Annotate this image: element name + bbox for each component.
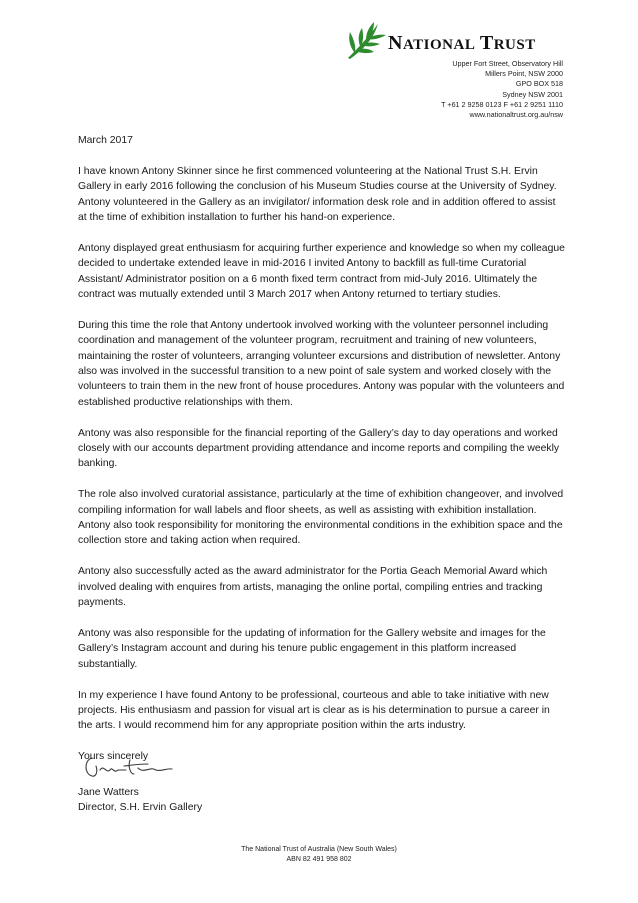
phone-fax-line: T +61 2 9258 0123 F +61 2 9251 1110 [441, 99, 563, 109]
logo-word-trust: RUST [493, 37, 536, 53]
signer-name: Jane Watters [78, 787, 139, 798]
signer-title: Director, S.H. Ervin Gallery [78, 802, 203, 814]
paragraph: The role also involved curatorial assistance, particularly at the time of exhibition changeover, and involved compiling information for wall labels and floor sheets, as well as assisting with exhibition installation. Antony also took responsibility for monitoring the environmental conditions in the exhibition space and the collection store and taking action when required. [78, 489, 564, 547]
address-line: Millers Point, NSW 2000 [485, 69, 563, 79]
signature-icon [78, 752, 178, 780]
letter-date: March 2017 [78, 135, 133, 146]
footer-abn: ABN 82 491 958 802 [286, 856, 352, 863]
paragraph: Antony was also responsible for the updating of information for the Gallery website and images for the Gallery’s Instagram account and during his tenure public engagement in this platform increased substantially. [78, 627, 546, 670]
national-trust-logo [344, 18, 566, 62]
address-line: Sydney NSW 2001 [502, 89, 563, 99]
website-line: www.nationaltrust.org.au/nsw [469, 110, 563, 120]
address-line: GPO BOX 518 [515, 79, 563, 89]
footer-organisation: The National Trust of Australia (New South Wales) [241, 846, 397, 853]
signoff-block [78, 785, 202, 816]
logo-initial-t: T [479, 32, 494, 54]
paragraph: Antony displayed great enthusiasm for acquiring further experience and knowledge so when my colleague decided to undertake extended leave in mid-2016 I invited Antony to backfill as full-time Curatorial Assistant/ Administrator position on a 6 month fixed term contract from mid-July 2016. Ultimately the contract was mutually extended until 3 March 2017 when Antony returned to tertiary studies. [78, 242, 565, 301]
logo-wordmark [388, 32, 536, 55]
logo-initial-n: N [388, 32, 403, 54]
paragraph: I have known Antony Skinner since he first commenced volunteering at the National Trust S.H. Ervin Gallery in early 2016 following the conclusion of his Museum Studies course at the University of Sydney. Antony volunteered in the Gallery as an invigilator/ information desk role and in addition offered to assist at the time of exhibition installation to further his hand-on experience. [78, 165, 557, 224]
letter-body [78, 133, 566, 780]
leaf-logo-icon [344, 18, 388, 62]
paragraph: During this time the role that Antony undertook involved working with the volunteer personnel including coordination and management of the volunteer program, recruitment and training of new volunteers, maintaining the roster of volunteers, arranging volunteer excursions and distribution of newsletter. Antony also was involved in the successful transition to a new point of sale system and worked closely with the volunteers to train them in the new front of house procedures. Antony was popular with the volunteers and established productive relationships with them. [78, 319, 565, 408]
paragraph: In my experience I have found Antony to be professional, courteous and able to take initiative with new projects. His enthusiasm and passion for visual art is clear as is his determination to pursue a career in the arts. I would recommend him for any appropriate position within the arts industry. [78, 689, 550, 732]
address-line: Upper Fort Street, Observatory Hill [452, 59, 563, 68]
logo-word-national: ATIONAL [402, 37, 476, 53]
letterhead-address [441, 59, 563, 120]
paragraph: Antony was also responsible for the financial reporting of the Gallery’s day to day operations and worked closely with our accounts department providing attendance and income reports and compiling the weekly banking. [78, 427, 560, 470]
closing: Yours sincerely [78, 751, 149, 763]
paragraph: Antony also successfully acted as the award administrator for the Portia Geach Memorial Award which involved dealing with enquires from artists, managing the online portal, compiling entries and tracking payments. [78, 566, 548, 609]
letter-footer [0, 845, 638, 865]
